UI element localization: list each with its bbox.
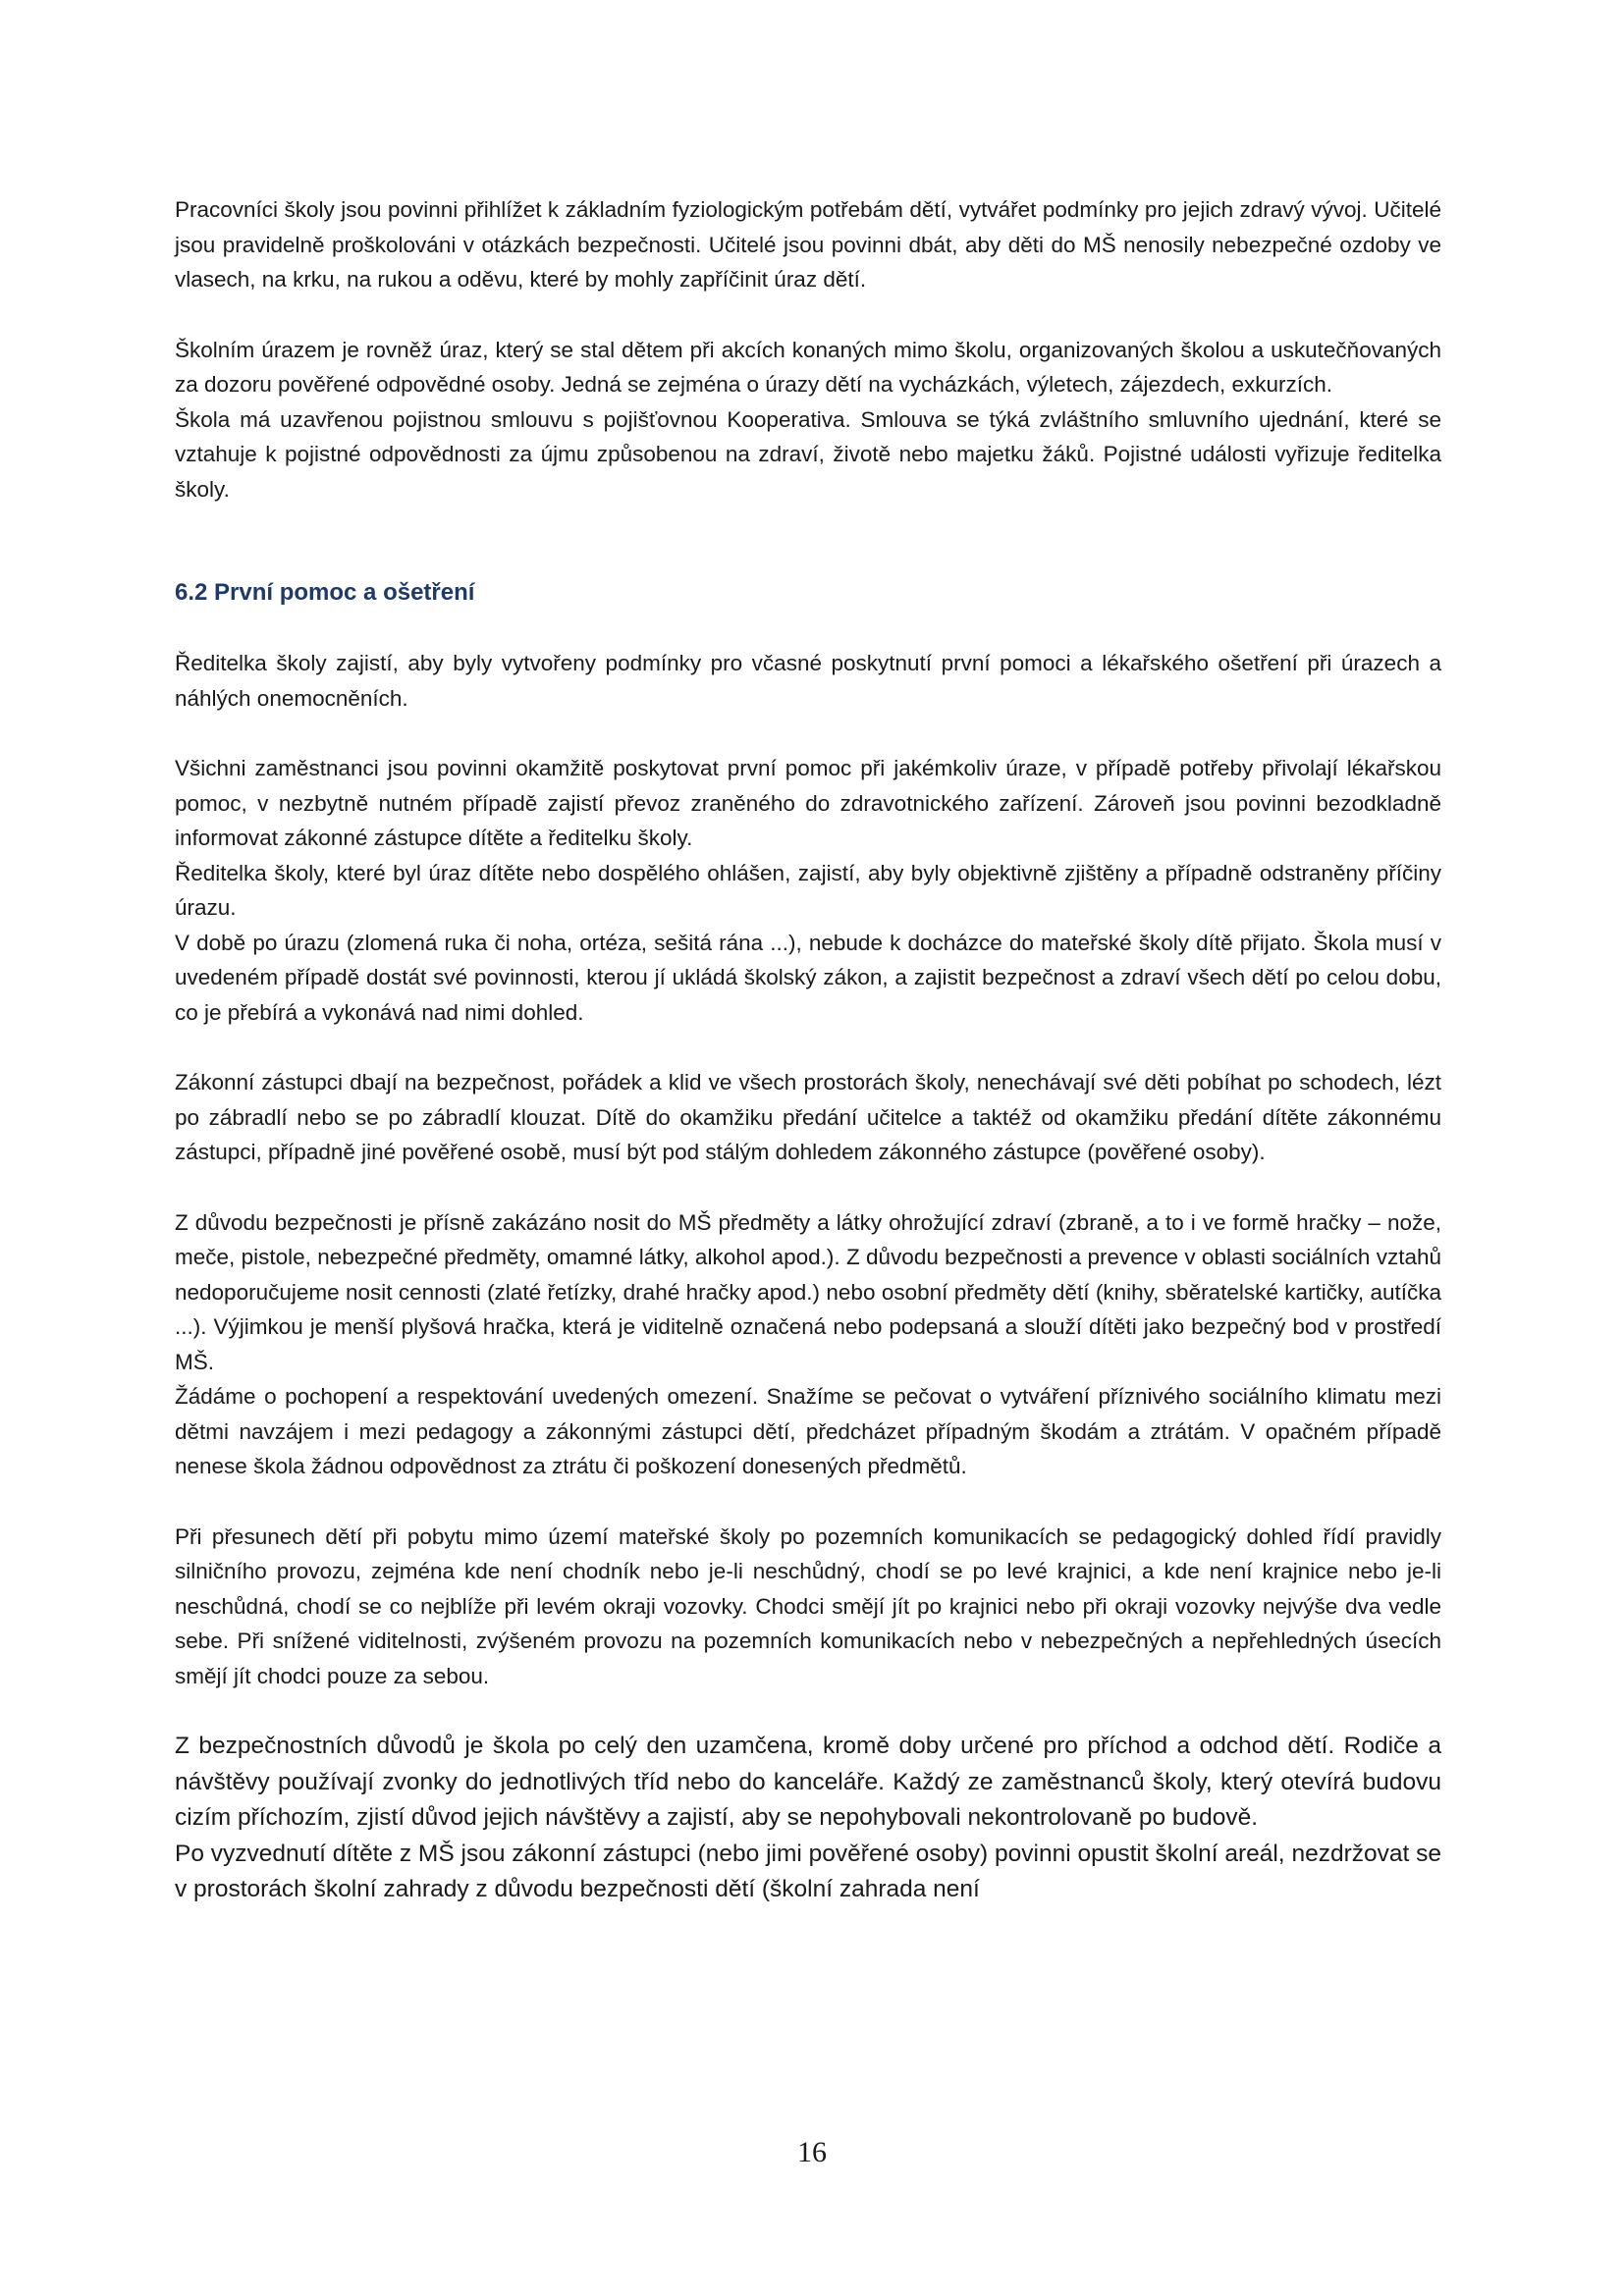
paragraph-block [175, 1520, 1441, 1694]
paragraph: Žádáme o pochopení a respektování uvedených omezení. Snažíme se pečovat o vytváření příznivého sociálního klimatu mezi dětmi navzájem i mezi pedagogy a zákonnými zástupci dětí, předcházet případným škodám a ztrátám. V opačném případě nenese škola žádnou odpovědnost za ztrátu či poškození donesených předmětů. [175, 1384, 1441, 1478]
paragraph-block [175, 1729, 1441, 1908]
paragraph: Při přesunech dětí při pobytu mimo území mateřské školy po pozemních komunikacích se pedagogický dohled řídí pravidly silničního provozu, zejména kde není chodník nebo je-li neschůdný, chodí se po levé krajnici, a kde není krajnice nebo je-li neschůdná, chodí se co nejblíže při levém okraji vozovky. Chodci smějí jít po krajnici nebo při okraji vozovky nejvýše dva vedle sebe. Při snížené viditelnosti, zvýšeném provozu na pozemních komunikacích nebo v nebezpečných a nepřehledných úsecích smějí jít chodci pouze za sebou. [175, 1523, 1441, 1688]
paragraph: Pracovníci školy jsou povinni přihlížet k základním fyziologickým potřebám dětí, vytvářet podmínky pro jejich zdravý vývoj. Učitelé jsou pravidelně proškolováni v otázkách bezpečnosti. Učitelé jsou povinni dbát, aby děti do MŠ nenosily nebezpečné ozdoby ve vlasech, na krku, na rukou a oděvu, které by mohly zapříčinit úraz dětí. [175, 197, 1441, 292]
paragraph-block [175, 192, 1441, 297]
paragraph: Škola má uzavřenou pojistnou smlouvu s pojišťovnou Kooperativa. Smlouva se týká zvláštního smluvního ujednání, které se vztahuje k pojistné odpovědnosti za újmu způsobenou na zdraví, životě nebo majetku žáků. Pojistné události vyřizuje ředitelka školy. [175, 406, 1441, 502]
paragraph-block [175, 333, 1441, 507]
paragraph: V době po úrazu (zlomená ruka či noha, ortéza, sešitá rána ...), nebude k docházce do mateřské školy dítě přijato. Škola musí v uvedeném případě dostát své povinnosti, kterou jí ukládá školský zákon, a zajistit bezpečnost a zdraví všech dětí po celou dobu, co je přebírá a vykonává nad nimi dohled. [175, 930, 1441, 1025]
paragraph: Ředitelka školy, které byl úraz dítěte nebo dospělého ohlášen, zajistí, aby byly objektivně zjištěny a případně odstraněny příčiny úrazu. [175, 860, 1441, 920]
paragraph: Všichni zaměstnanci jsou povinni okamžitě poskytovat první pomoc při jakémkoliv úraze, v případě potřeby přivolají lékařskou pomoc, v nezbytně nutném případě zajistí převoz zraněného do zdravotnického zařízení. Zároveň jsou povinni bezodkladně informovat zákonné zástupce dítěte a ředitelku školy. [175, 756, 1441, 850]
paragraph: Po vyzvednutí dítěte z MŠ jsou zákonní zástupci (nebo jimi pověřené osoby) povinni opustit školní areál, nezdržovat se v prostorách školní zahrady z důvodu bezpečnosti dětí (školní zahrada není [175, 1840, 1441, 1902]
paragraph-block [175, 646, 1441, 716]
paragraph-block [175, 1065, 1441, 1170]
paragraph: Z důvodu bezpečnosti je přísně zakázáno nosit do MŠ předměty a látky ohrožující zdraví (zbraně, a to i ve formě hračky – nože, meče, pistole, nebezpečné předměty, omamné látky, alkohol apod.). Z důvodu bezpečnosti a prevence v oblasti sociálních vztahů nedoporučujeme nosit cennosti (zlaté řetízky, drahé hračky apod.) nebo osobní předměty dětí (knihy, sběratelské kartičky, autíčka ...). Výjimkou je menší plyšová hračka, která je viditelně označená nebo podepsaná a slouží dítěti jako bezpečný bod v prostředí MŠ. [175, 1209, 1441, 1374]
paragraph-block [175, 1205, 1441, 1484]
page-number: 16 [797, 2136, 827, 2168]
page-body [175, 192, 1441, 1908]
paragraph: Ředitelka školy zajistí, aby byly vytvořeny podmínky pro včasné poskytnutí první pomoci a lékařského ošetření při úrazech a náhlých onemocněních. [175, 651, 1441, 711]
paragraph: Školním úrazem je rovněž úraz, který se stal dětem při akcích konaných mimo školu, organizovaných školou a uskutečňovaných za dozoru pověřené odpovědné osoby. Jedná se zejména o úrazy dětí na vycházkách, výletech, zájezdech, exkurzích. [175, 337, 1441, 397]
paragraph: Zákonní zástupci dbají na bezpečnost, pořádek a klid ve všech prostorách školy, nenechávají své děti pobíhat po schodech, lézt po zábradlí nebo se po zábradlí klouzat. Dítě do okamžiku předání učitelce a taktéž od okamžiku předání dítěte zákonnému zástupci, případně jiné pověřené osobě, musí být pod stálým dohledem zákonného zástupce (pověřené osoby). [175, 1070, 1441, 1164]
paragraph-block [175, 751, 1441, 1030]
paragraph: Z bezpečnostních důvodů je škola po celý den uzamčena, kromě doby určené pro příchod a odchod dětí. Rodiče a návštěvy používají zvonky do jednotlivých tříd nebo do kanceláře. Každý ze zaměstnanců školy, který otevírá budovu cizím příchozím, zjistí důvod jejich návštěvy a zajistí, aby se nepohybovali nekontrolovaně po budově. [175, 1733, 1441, 1831]
section-heading: 6.2 První pomoc a ošetření [175, 579, 475, 606]
